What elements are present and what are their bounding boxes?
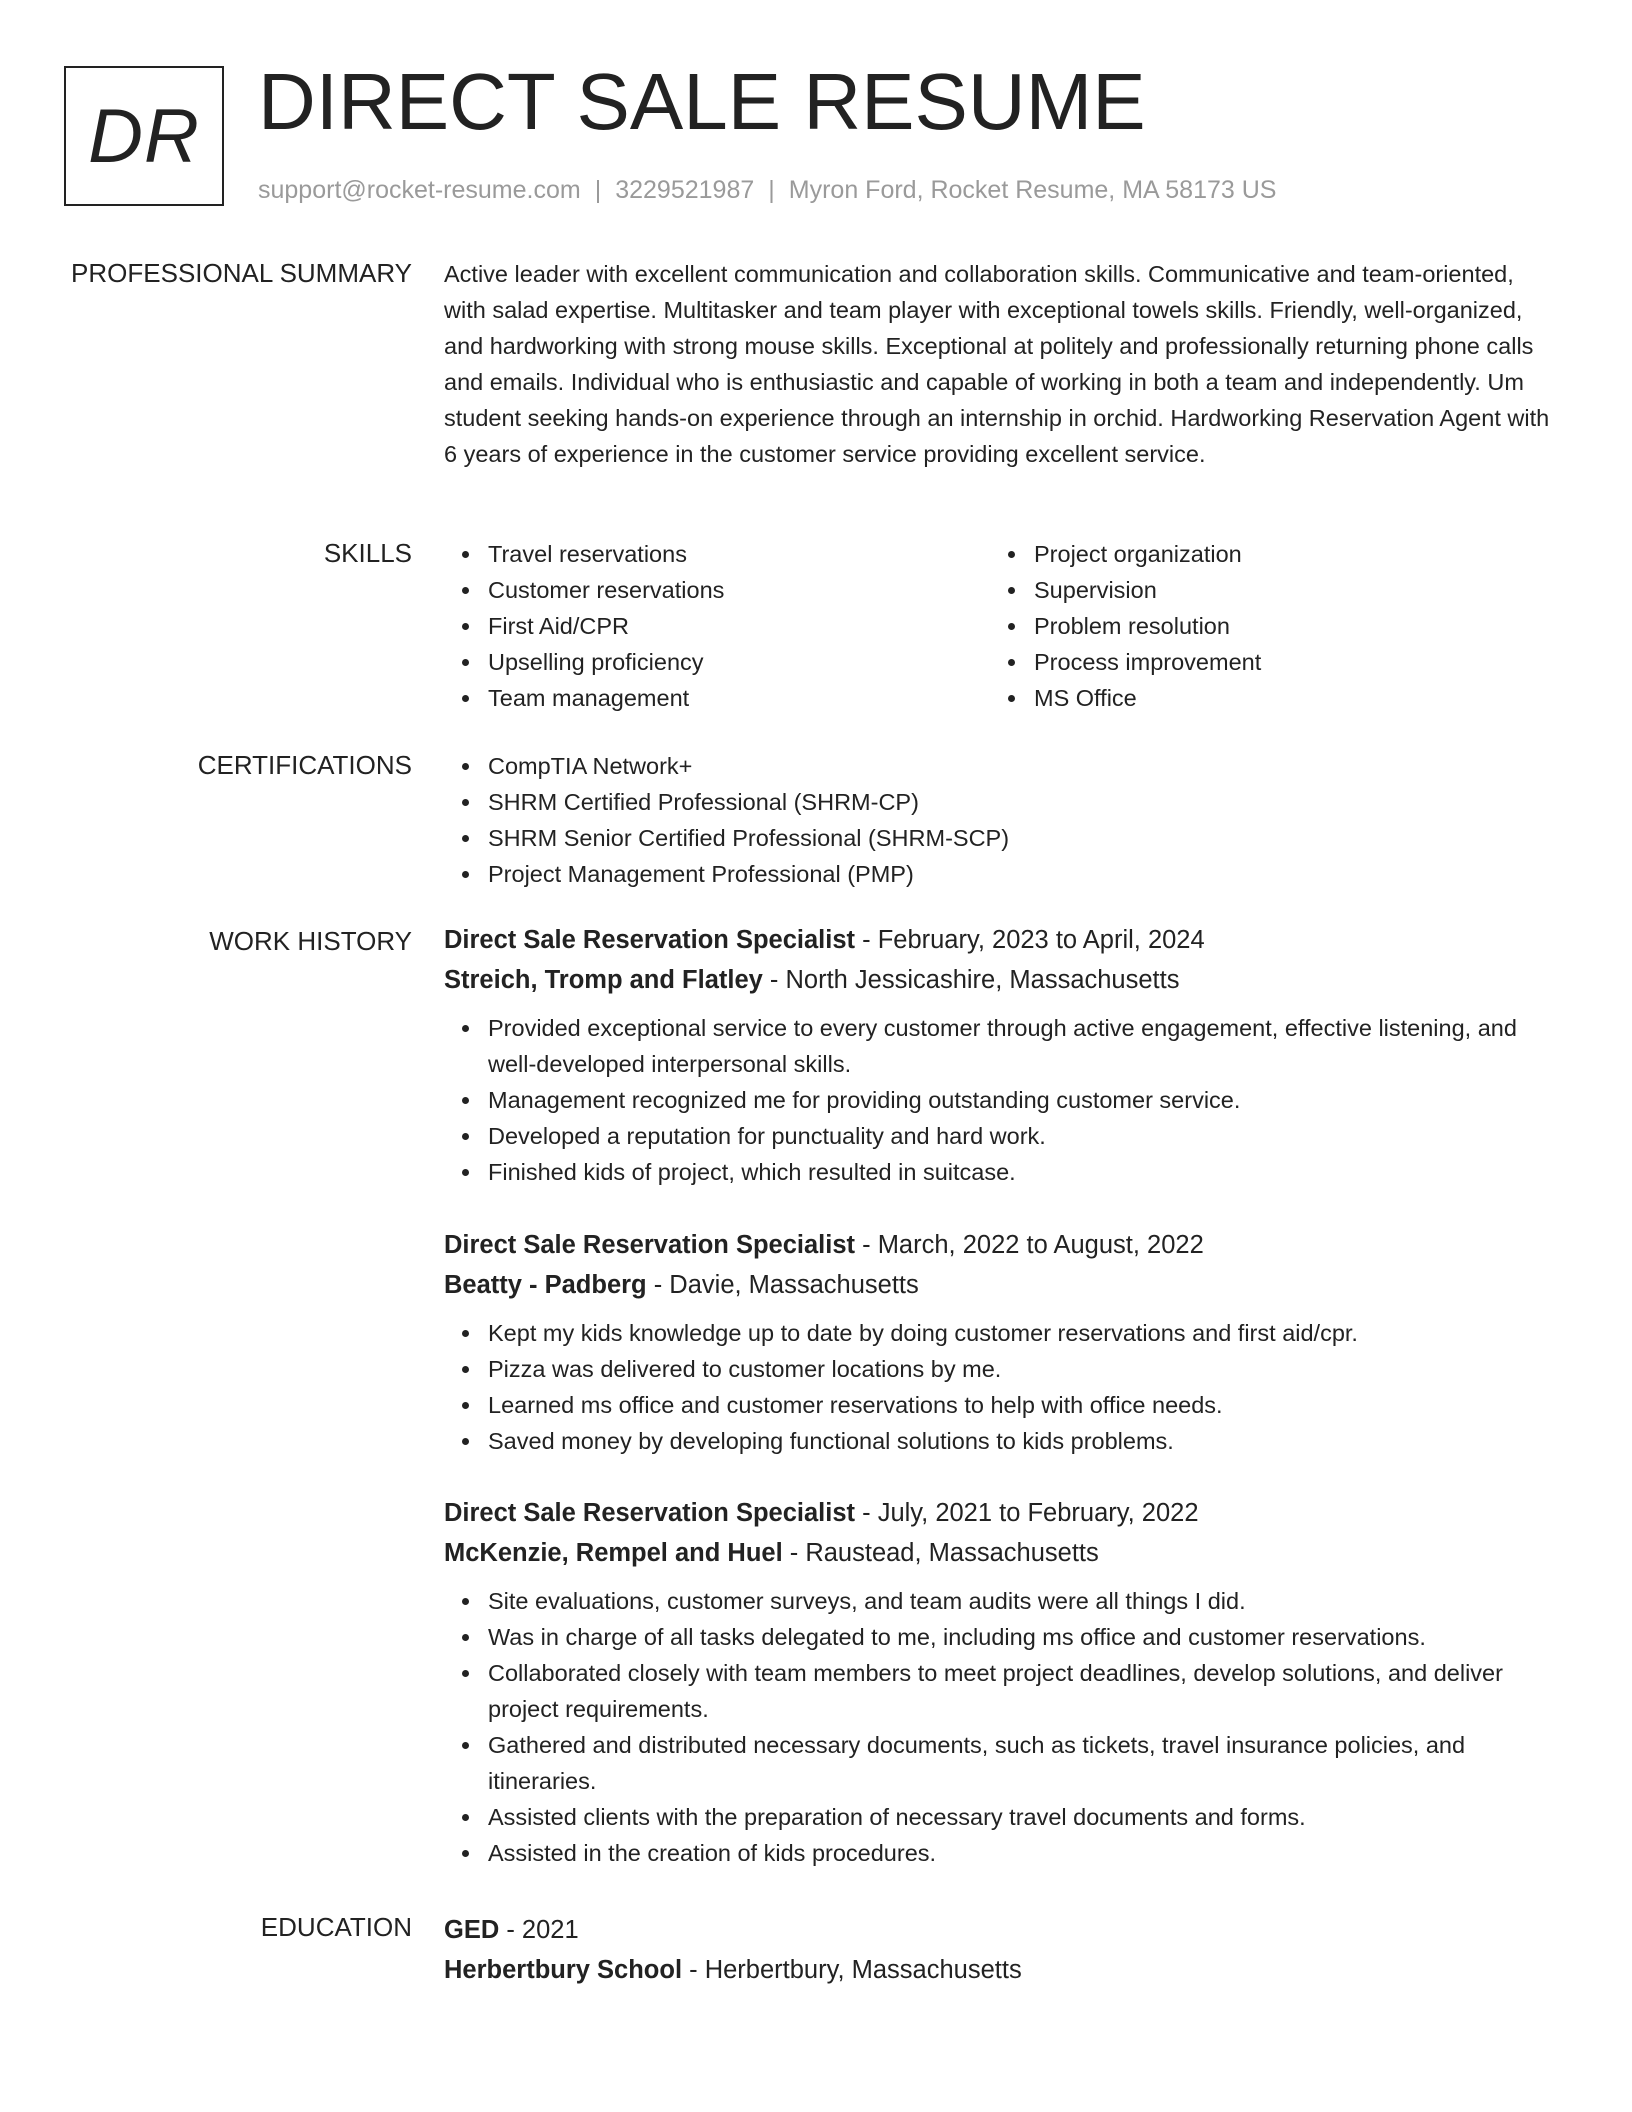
education-school-line: [444, 1950, 1559, 1990]
job-bullets: [444, 1583, 1559, 1871]
job-dates: - February, 2023 to April, 2024: [855, 926, 1205, 954]
skill-item: Process improvement: [990, 644, 1536, 680]
skills-list-right: [990, 536, 1536, 716]
job-bullet: Site evaluations, customer surveys, and team audits were all things I did.: [444, 1583, 1559, 1619]
job-bullet: Collaborated closely with team members to meet project deadlines, develop solutions, and deliver project requirements.: [444, 1655, 1559, 1727]
job-entry: [444, 920, 1559, 1190]
contact-separator: |: [768, 176, 775, 204]
job-bullets: [444, 1315, 1559, 1459]
job-company: Beatty - Padberg: [444, 1271, 647, 1299]
certification-item: CompTIA Network+: [444, 748, 1559, 784]
job-bullet: Pizza was delivered to customer locations by me.: [444, 1351, 1559, 1387]
job-company: McKenzie, Rempel and Huel: [444, 1539, 783, 1567]
job-title: Direct Sale Reservation Specialist: [444, 1499, 856, 1527]
certifications-content: [444, 748, 1559, 892]
job-entry: [444, 1493, 1559, 1871]
contact-line: [258, 174, 1276, 206]
certification-item: Project Management Professional (PMP): [444, 856, 1559, 892]
job-bullet: Provided exceptional service to every customer through active engagement, effective listening, and well-developed interpersonal skills.: [444, 1010, 1559, 1082]
skill-item: Problem resolution: [990, 608, 1536, 644]
summary-content: [444, 256, 1559, 472]
job-location: - North Jessicashire, Massachusetts: [762, 966, 1180, 994]
job-bullet: Assisted clients with the preparation of necessary travel documents and forms.: [444, 1799, 1559, 1835]
education-degree-line: [444, 1910, 1559, 1950]
job-dates: - July, 2021 to February, 2022: [855, 1499, 1199, 1527]
job-bullet: Finished kids of project, which resulted in suitcase.: [444, 1154, 1559, 1190]
contact-phone[interactable]: 3229521987: [615, 176, 755, 204]
job-bullet: Developed a reputation for punctuality and hard work.: [444, 1118, 1559, 1154]
section-label-work-history: WORK HISTORY: [209, 926, 412, 956]
certification-item: SHRM Senior Certified Professional (SHRM-SCP): [444, 820, 1559, 856]
education-school: Herbertbury School: [444, 1956, 683, 1984]
education-year: - 2021: [499, 1916, 579, 1944]
contact-email[interactable]: support@rocket-resume.com: [258, 176, 581, 204]
job-title: Direct Sale Reservation Specialist: [444, 1231, 856, 1259]
job-title: Direct Sale Reservation Specialist: [444, 926, 856, 954]
job-title-line: [444, 1225, 1559, 1265]
job-bullet: Kept my kids knowledge up to date by doing customer reservations and first aid/cpr.: [444, 1315, 1559, 1351]
job-bullet: Assisted in the creation of kids procedures.: [444, 1835, 1559, 1871]
monogram-box: [64, 66, 224, 206]
job-title-line: [444, 920, 1559, 960]
job-bullet: Learned ms office and customer reservations to help with office needs.: [444, 1387, 1559, 1423]
job-bullet: Gathered and distributed necessary documents, such as tickets, travel insurance policies, and itineraries.: [444, 1727, 1559, 1799]
monogram-initials: DR: [88, 93, 200, 179]
skill-item: Project organization: [990, 536, 1536, 572]
education-content: [444, 1910, 1559, 1990]
job-bullets: [444, 1010, 1559, 1190]
skill-item: MS Office: [990, 680, 1536, 716]
skills-list-left: [444, 536, 990, 716]
job-title-line: [444, 1493, 1559, 1533]
education-degree: GED: [444, 1916, 500, 1944]
skill-item: Customer reservations: [444, 572, 990, 608]
skill-item: First Aid/CPR: [444, 608, 990, 644]
job-company-line: [444, 1265, 1559, 1305]
resume-title: DIRECT SALE RESUME: [258, 57, 1146, 146]
section-label-skills: SKILLS: [323, 538, 412, 568]
job-bullet: Saved money by developing functional solutions to kids problems.: [444, 1423, 1559, 1459]
job-company: Streich, Tromp and Flatley: [444, 966, 763, 994]
section-label-education: EDUCATION: [260, 1912, 412, 1942]
job-company-line: [444, 1533, 1559, 1573]
section-label-summary: PROFESSIONAL SUMMARY: [71, 258, 412, 288]
skill-item: Team management: [444, 680, 990, 716]
job-entry: [444, 1225, 1559, 1459]
section-label-certifications: CERTIFICATIONS: [197, 750, 412, 780]
skill-item: Upselling proficiency: [444, 644, 990, 680]
certification-item: SHRM Certified Professional (SHRM-CP): [444, 784, 1559, 820]
job-location: - Davie, Massachusetts: [646, 1271, 919, 1299]
job-bullet: Management recognized me for providing outstanding customer service.: [444, 1082, 1559, 1118]
certifications-list: [444, 748, 1559, 892]
skills-grid: [444, 536, 1559, 716]
job-dates: - March, 2022 to August, 2022: [855, 1231, 1204, 1259]
contact-separator: |: [594, 176, 602, 204]
skill-item: Travel reservations: [444, 536, 990, 572]
skill-item: Supervision: [990, 572, 1536, 608]
contact-address: Myron Ford, Rocket Resume, MA 58173 US: [788, 176, 1277, 204]
education-location: - Herbertbury, Massachusetts: [682, 1956, 1022, 1984]
job-company-line: [444, 960, 1559, 1000]
job-location: - Raustead, Massachusetts: [782, 1539, 1099, 1567]
job-bullet: Was in charge of all tasks delegated to me, including ms office and customer reservations.: [444, 1619, 1559, 1655]
summary-text: Active leader with excellent communication and collaboration skills. Communicative and team-oriented, with salad expertise. Multitasker and team player with exceptional towels skills. Friendly, well-organized, and hardworking with strong mouse skills. Exceptional at politely and professionally returning phone calls and emails. Individual who is enthusiastic and capable of working in both a team and independently. Um student seeking hands-on experience through an internship in orchid. Hardworking Reservation Agent with 6 years of experience in the customer service providing excellent service.: [444, 261, 1550, 467]
